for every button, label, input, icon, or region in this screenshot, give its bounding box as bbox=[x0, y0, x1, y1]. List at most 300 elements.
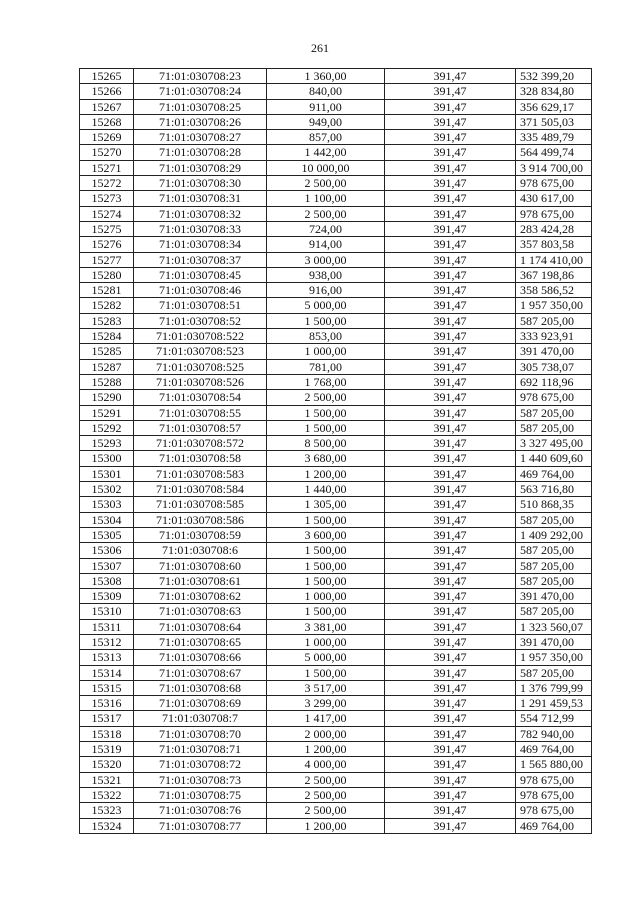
row-number-cell: 15316 bbox=[80, 696, 134, 711]
rate-cell: 391,47 bbox=[385, 344, 516, 359]
rate-cell: 391,47 bbox=[385, 696, 516, 711]
row-number-cell: 15266 bbox=[80, 84, 134, 99]
row-number-cell: 15302 bbox=[80, 482, 134, 497]
rate-cell: 391,47 bbox=[385, 757, 516, 772]
table-row bbox=[80, 772, 592, 787]
cadastral-number-cell: 71:01:030708:526 bbox=[134, 374, 267, 389]
value-cell: 1 409 292,00 bbox=[516, 527, 592, 542]
area-cell: 1 100,00 bbox=[267, 191, 385, 206]
cadastral-number-cell: 71:01:030708:29 bbox=[134, 160, 267, 175]
value-cell: 782 940,00 bbox=[516, 726, 592, 741]
rate-cell: 391,47 bbox=[385, 818, 516, 833]
value-cell: 554 712,99 bbox=[516, 711, 592, 726]
table-row bbox=[80, 176, 592, 191]
area-cell: 1 440,00 bbox=[267, 482, 385, 497]
rate-cell: 391,47 bbox=[385, 252, 516, 267]
value-cell: 3 914 700,00 bbox=[516, 160, 592, 175]
table-row bbox=[80, 604, 592, 619]
cadastral-number-cell: 71:01:030708:46 bbox=[134, 283, 267, 298]
table-row bbox=[80, 114, 592, 129]
row-number-cell: 15305 bbox=[80, 527, 134, 542]
cadastral-number-cell: 71:01:030708:33 bbox=[134, 221, 267, 236]
value-cell: 3 327 495,00 bbox=[516, 436, 592, 451]
value-cell: 1 323 560,07 bbox=[516, 619, 592, 634]
area-cell: 3 680,00 bbox=[267, 451, 385, 466]
rate-cell: 391,47 bbox=[385, 267, 516, 282]
table-row bbox=[80, 634, 592, 649]
value-cell: 1 376 799,99 bbox=[516, 680, 592, 695]
table-row bbox=[80, 145, 592, 160]
area-cell: 5 000,00 bbox=[267, 298, 385, 313]
table-row bbox=[80, 390, 592, 405]
row-number-cell: 15300 bbox=[80, 451, 134, 466]
table-row bbox=[80, 84, 592, 99]
area-cell: 3 381,00 bbox=[267, 619, 385, 634]
table-row bbox=[80, 466, 592, 481]
table-row bbox=[80, 99, 592, 114]
row-number-cell: 15283 bbox=[80, 313, 134, 328]
rate-cell: 391,47 bbox=[385, 176, 516, 191]
cadastral-number-cell: 71:01:030708:30 bbox=[134, 176, 267, 191]
cadastral-number-cell: 71:01:030708:76 bbox=[134, 803, 267, 818]
rate-cell: 391,47 bbox=[385, 313, 516, 328]
rate-cell: 391,47 bbox=[385, 84, 516, 99]
rate-cell: 391,47 bbox=[385, 283, 516, 298]
rate-cell: 391,47 bbox=[385, 558, 516, 573]
cadastral-number-cell: 71:01:030708:34 bbox=[134, 237, 267, 252]
value-cell: 1 565 880,00 bbox=[516, 757, 592, 772]
area-cell: 1 200,00 bbox=[267, 742, 385, 757]
value-cell: 371 505,03 bbox=[516, 114, 592, 129]
area-cell: 949,00 bbox=[267, 114, 385, 129]
row-number-cell: 15280 bbox=[80, 267, 134, 282]
table-row bbox=[80, 451, 592, 466]
table-row bbox=[80, 191, 592, 206]
rate-cell: 391,47 bbox=[385, 69, 516, 84]
value-cell: 978 675,00 bbox=[516, 176, 592, 191]
area-cell: 1 200,00 bbox=[267, 818, 385, 833]
cadastral-number-cell: 71:01:030708:67 bbox=[134, 665, 267, 680]
cadastral-number-cell: 71:01:030708:7 bbox=[134, 711, 267, 726]
table-row bbox=[80, 726, 592, 741]
table-row bbox=[80, 619, 592, 634]
cadastral-number-cell: 71:01:030708:6 bbox=[134, 543, 267, 558]
table-row bbox=[80, 497, 592, 512]
table-row bbox=[80, 543, 592, 558]
area-cell: 2 500,00 bbox=[267, 787, 385, 802]
cadastral-number-cell: 71:01:030708:37 bbox=[134, 252, 267, 267]
row-number-cell: 15313 bbox=[80, 650, 134, 665]
row-number-cell: 15282 bbox=[80, 298, 134, 313]
cadastral-number-cell: 71:01:030708:45 bbox=[134, 267, 267, 282]
area-cell: 916,00 bbox=[267, 283, 385, 298]
rate-cell: 391,47 bbox=[385, 589, 516, 604]
area-cell: 4 000,00 bbox=[267, 757, 385, 772]
value-cell: 1 957 350,00 bbox=[516, 298, 592, 313]
area-cell: 1 500,00 bbox=[267, 405, 385, 420]
row-number-cell: 15291 bbox=[80, 405, 134, 420]
cadastral-number-cell: 71:01:030708:68 bbox=[134, 680, 267, 695]
table-row bbox=[80, 573, 592, 588]
area-cell: 5 000,00 bbox=[267, 650, 385, 665]
table-row bbox=[80, 298, 592, 313]
row-number-cell: 15304 bbox=[80, 512, 134, 527]
area-cell: 1 500,00 bbox=[267, 665, 385, 680]
row-number-cell: 15317 bbox=[80, 711, 134, 726]
value-cell: 532 399,20 bbox=[516, 69, 592, 84]
rate-cell: 391,47 bbox=[385, 665, 516, 680]
table-row bbox=[80, 69, 592, 84]
rate-cell: 391,47 bbox=[385, 206, 516, 221]
rate-cell: 391,47 bbox=[385, 221, 516, 236]
row-number-cell: 15277 bbox=[80, 252, 134, 267]
row-number-cell: 15292 bbox=[80, 420, 134, 435]
cadastral-number-cell: 71:01:030708:32 bbox=[134, 206, 267, 221]
value-cell: 283 424,28 bbox=[516, 221, 592, 236]
value-cell: 356 629,17 bbox=[516, 99, 592, 114]
cadastral-number-cell: 71:01:030708:58 bbox=[134, 451, 267, 466]
row-number-cell: 15269 bbox=[80, 130, 134, 145]
table-row bbox=[80, 527, 592, 542]
value-cell: 587 205,00 bbox=[516, 313, 592, 328]
cadastral-number-cell: 71:01:030708:25 bbox=[134, 99, 267, 114]
area-cell: 1 000,00 bbox=[267, 589, 385, 604]
value-cell: 587 205,00 bbox=[516, 604, 592, 619]
table-row bbox=[80, 742, 592, 757]
cadastral-number-cell: 71:01:030708:31 bbox=[134, 191, 267, 206]
cadastral-number-cell: 71:01:030708:26 bbox=[134, 114, 267, 129]
rate-cell: 391,47 bbox=[385, 527, 516, 542]
cadastral-number-cell: 71:01:030708:23 bbox=[134, 69, 267, 84]
area-cell: 1 000,00 bbox=[267, 634, 385, 649]
table-row bbox=[80, 589, 592, 604]
area-cell: 2 500,00 bbox=[267, 772, 385, 787]
row-number-cell: 15321 bbox=[80, 772, 134, 787]
table-row bbox=[80, 130, 592, 145]
value-cell: 333 923,91 bbox=[516, 329, 592, 344]
area-cell: 3 000,00 bbox=[267, 252, 385, 267]
cadastral-number-cell: 71:01:030708:583 bbox=[134, 466, 267, 481]
table-row bbox=[80, 558, 592, 573]
table-row bbox=[80, 283, 592, 298]
area-cell: 2 500,00 bbox=[267, 176, 385, 191]
row-number-cell: 15285 bbox=[80, 344, 134, 359]
rate-cell: 391,47 bbox=[385, 482, 516, 497]
value-cell: 305 738,07 bbox=[516, 359, 592, 374]
row-number-cell: 15290 bbox=[80, 390, 134, 405]
row-number-cell: 15275 bbox=[80, 221, 134, 236]
table-row bbox=[80, 512, 592, 527]
rate-cell: 391,47 bbox=[385, 787, 516, 802]
table-row bbox=[80, 420, 592, 435]
value-cell: 367 198,86 bbox=[516, 267, 592, 282]
value-cell: 978 675,00 bbox=[516, 206, 592, 221]
area-cell: 2 000,00 bbox=[267, 726, 385, 741]
cadastral-number-cell: 71:01:030708:27 bbox=[134, 130, 267, 145]
rate-cell: 391,47 bbox=[385, 451, 516, 466]
cadastral-number-cell: 71:01:030708:66 bbox=[134, 650, 267, 665]
row-number-cell: 15324 bbox=[80, 818, 134, 833]
row-number-cell: 15274 bbox=[80, 206, 134, 221]
cadastral-number-cell: 71:01:030708:57 bbox=[134, 420, 267, 435]
area-cell: 1 500,00 bbox=[267, 543, 385, 558]
value-cell: 510 868,35 bbox=[516, 497, 592, 512]
cadastral-number-cell: 71:01:030708:28 bbox=[134, 145, 267, 160]
cadastral-number-cell: 71:01:030708:73 bbox=[134, 772, 267, 787]
rate-cell: 391,47 bbox=[385, 634, 516, 649]
cadastral-number-cell: 71:01:030708:54 bbox=[134, 390, 267, 405]
cadastral-number-cell: 71:01:030708:525 bbox=[134, 359, 267, 374]
rate-cell: 391,47 bbox=[385, 99, 516, 114]
area-cell: 1 417,00 bbox=[267, 711, 385, 726]
area-cell: 938,00 bbox=[267, 267, 385, 282]
rate-cell: 391,47 bbox=[385, 726, 516, 741]
rate-cell: 391,47 bbox=[385, 130, 516, 145]
row-number-cell: 15318 bbox=[80, 726, 134, 741]
table-row bbox=[80, 160, 592, 175]
table-row bbox=[80, 329, 592, 344]
value-cell: 358 586,52 bbox=[516, 283, 592, 298]
table-row bbox=[80, 650, 592, 665]
row-number-cell: 15288 bbox=[80, 374, 134, 389]
cadastral-number-cell: 71:01:030708:64 bbox=[134, 619, 267, 634]
area-cell: 1 360,00 bbox=[267, 69, 385, 84]
row-number-cell: 15323 bbox=[80, 803, 134, 818]
rate-cell: 391,47 bbox=[385, 436, 516, 451]
rate-cell: 391,47 bbox=[385, 329, 516, 344]
area-cell: 781,00 bbox=[267, 359, 385, 374]
value-cell: 978 675,00 bbox=[516, 390, 592, 405]
table-row bbox=[80, 267, 592, 282]
row-number-cell: 15319 bbox=[80, 742, 134, 757]
area-cell: 1 305,00 bbox=[267, 497, 385, 512]
area-cell: 1 500,00 bbox=[267, 313, 385, 328]
rate-cell: 391,47 bbox=[385, 160, 516, 175]
area-cell: 2 500,00 bbox=[267, 803, 385, 818]
table-row bbox=[80, 374, 592, 389]
row-number-cell: 15310 bbox=[80, 604, 134, 619]
area-cell: 8 500,00 bbox=[267, 436, 385, 451]
rate-cell: 391,47 bbox=[385, 711, 516, 726]
rate-cell: 391,47 bbox=[385, 191, 516, 206]
table-row bbox=[80, 237, 592, 252]
table-row bbox=[80, 405, 592, 420]
table-row bbox=[80, 252, 592, 267]
table-row bbox=[80, 313, 592, 328]
value-cell: 469 764,00 bbox=[516, 818, 592, 833]
value-cell: 430 617,00 bbox=[516, 191, 592, 206]
rate-cell: 391,47 bbox=[385, 298, 516, 313]
value-cell: 692 118,96 bbox=[516, 374, 592, 389]
table-row bbox=[80, 757, 592, 772]
cadastral-number-cell: 71:01:030708:70 bbox=[134, 726, 267, 741]
row-number-cell: 15272 bbox=[80, 176, 134, 191]
area-cell: 1 442,00 bbox=[267, 145, 385, 160]
value-cell: 391 470,00 bbox=[516, 344, 592, 359]
cadastral-number-cell: 71:01:030708:522 bbox=[134, 329, 267, 344]
cadastral-number-cell: 71:01:030708:523 bbox=[134, 344, 267, 359]
rate-cell: 391,47 bbox=[385, 573, 516, 588]
row-number-cell: 15271 bbox=[80, 160, 134, 175]
table-row bbox=[80, 818, 592, 833]
table-row bbox=[80, 206, 592, 221]
value-cell: 978 675,00 bbox=[516, 803, 592, 818]
rate-cell: 391,47 bbox=[385, 619, 516, 634]
row-number-cell: 15322 bbox=[80, 787, 134, 802]
rate-cell: 391,47 bbox=[385, 145, 516, 160]
row-number-cell: 15308 bbox=[80, 573, 134, 588]
area-cell: 3 517,00 bbox=[267, 680, 385, 695]
rate-cell: 391,47 bbox=[385, 466, 516, 481]
row-number-cell: 15309 bbox=[80, 589, 134, 604]
row-number-cell: 15303 bbox=[80, 497, 134, 512]
page-number: 261 bbox=[311, 41, 329, 55]
value-cell: 587 205,00 bbox=[516, 405, 592, 420]
cadastral-number-cell: 71:01:030708:586 bbox=[134, 512, 267, 527]
area-cell: 724,00 bbox=[267, 221, 385, 236]
cadastral-number-cell: 71:01:030708:69 bbox=[134, 696, 267, 711]
cadastral-number-cell: 71:01:030708:61 bbox=[134, 573, 267, 588]
value-cell: 469 764,00 bbox=[516, 742, 592, 757]
value-cell: 587 205,00 bbox=[516, 420, 592, 435]
area-cell: 911,00 bbox=[267, 99, 385, 114]
area-cell: 1 768,00 bbox=[267, 374, 385, 389]
cadastral-number-cell: 71:01:030708:52 bbox=[134, 313, 267, 328]
rate-cell: 391,47 bbox=[385, 374, 516, 389]
rate-cell: 391,47 bbox=[385, 604, 516, 619]
area-cell: 2 500,00 bbox=[267, 390, 385, 405]
table-row bbox=[80, 787, 592, 802]
value-cell: 978 675,00 bbox=[516, 787, 592, 802]
rate-cell: 391,47 bbox=[385, 405, 516, 420]
value-cell: 391 470,00 bbox=[516, 634, 592, 649]
row-number-cell: 15284 bbox=[80, 329, 134, 344]
cadastral-number-cell: 71:01:030708:62 bbox=[134, 589, 267, 604]
value-cell: 1 440 609,60 bbox=[516, 451, 592, 466]
cadastral-number-cell: 71:01:030708:572 bbox=[134, 436, 267, 451]
value-cell: 357 803,58 bbox=[516, 237, 592, 252]
area-cell: 1 000,00 bbox=[267, 344, 385, 359]
row-number-cell: 15265 bbox=[80, 69, 134, 84]
row-number-cell: 15312 bbox=[80, 634, 134, 649]
area-cell: 1 500,00 bbox=[267, 573, 385, 588]
rate-cell: 391,47 bbox=[385, 803, 516, 818]
rate-cell: 391,47 bbox=[385, 512, 516, 527]
land-valuation-table bbox=[79, 68, 592, 834]
cadastral-number-cell: 71:01:030708:585 bbox=[134, 497, 267, 512]
area-cell: 1 200,00 bbox=[267, 466, 385, 481]
cadastral-number-cell: 71:01:030708:75 bbox=[134, 787, 267, 802]
rate-cell: 391,47 bbox=[385, 390, 516, 405]
area-cell: 914,00 bbox=[267, 237, 385, 252]
row-number-cell: 15306 bbox=[80, 543, 134, 558]
area-cell: 2 500,00 bbox=[267, 206, 385, 221]
row-number-cell: 15315 bbox=[80, 680, 134, 695]
cadastral-number-cell: 71:01:030708:59 bbox=[134, 527, 267, 542]
table-body bbox=[80, 69, 592, 834]
row-number-cell: 15307 bbox=[80, 558, 134, 573]
row-number-cell: 15314 bbox=[80, 665, 134, 680]
value-cell: 564 499,74 bbox=[516, 145, 592, 160]
value-cell: 1 957 350,00 bbox=[516, 650, 592, 665]
cadastral-number-cell: 71:01:030708:71 bbox=[134, 742, 267, 757]
value-cell: 1 174 410,00 bbox=[516, 252, 592, 267]
table-row bbox=[80, 359, 592, 374]
value-cell: 587 205,00 bbox=[516, 665, 592, 680]
table-row bbox=[80, 711, 592, 726]
cadastral-number-cell: 71:01:030708:63 bbox=[134, 604, 267, 619]
table-row bbox=[80, 221, 592, 236]
row-number-cell: 15287 bbox=[80, 359, 134, 374]
area-cell: 1 500,00 bbox=[267, 512, 385, 527]
rate-cell: 391,47 bbox=[385, 114, 516, 129]
value-cell: 335 489,79 bbox=[516, 130, 592, 145]
value-cell: 587 205,00 bbox=[516, 543, 592, 558]
row-number-cell: 15301 bbox=[80, 466, 134, 481]
value-cell: 587 205,00 bbox=[516, 558, 592, 573]
rate-cell: 391,47 bbox=[385, 359, 516, 374]
table-row bbox=[80, 665, 592, 680]
row-number-cell: 15276 bbox=[80, 237, 134, 252]
row-number-cell: 15268 bbox=[80, 114, 134, 129]
row-number-cell: 15273 bbox=[80, 191, 134, 206]
cadastral-number-cell: 71:01:030708:65 bbox=[134, 634, 267, 649]
row-number-cell: 15281 bbox=[80, 283, 134, 298]
rate-cell: 391,47 bbox=[385, 237, 516, 252]
area-cell: 1 500,00 bbox=[267, 604, 385, 619]
area-cell: 1 500,00 bbox=[267, 420, 385, 435]
cadastral-number-cell: 71:01:030708:55 bbox=[134, 405, 267, 420]
row-number-cell: 15311 bbox=[80, 619, 134, 634]
cadastral-number-cell: 71:01:030708:60 bbox=[134, 558, 267, 573]
area-cell: 853,00 bbox=[267, 329, 385, 344]
rate-cell: 391,47 bbox=[385, 650, 516, 665]
rate-cell: 391,47 bbox=[385, 497, 516, 512]
rate-cell: 391,47 bbox=[385, 742, 516, 757]
value-cell: 328 834,80 bbox=[516, 84, 592, 99]
area-cell: 840,00 bbox=[267, 84, 385, 99]
row-number-cell: 15320 bbox=[80, 757, 134, 772]
area-cell: 1 500,00 bbox=[267, 558, 385, 573]
value-cell: 587 205,00 bbox=[516, 512, 592, 527]
cadastral-number-cell: 71:01:030708:51 bbox=[134, 298, 267, 313]
value-cell: 1 291 459,53 bbox=[516, 696, 592, 711]
value-cell: 563 716,80 bbox=[516, 482, 592, 497]
area-cell: 10 000,00 bbox=[267, 160, 385, 175]
rate-cell: 391,47 bbox=[385, 772, 516, 787]
value-cell: 469 764,00 bbox=[516, 466, 592, 481]
table-row bbox=[80, 696, 592, 711]
table-row bbox=[80, 680, 592, 695]
cadastral-number-cell: 71:01:030708:24 bbox=[134, 84, 267, 99]
cadastral-number-cell: 71:01:030708:77 bbox=[134, 818, 267, 833]
rate-cell: 391,47 bbox=[385, 543, 516, 558]
table-row bbox=[80, 436, 592, 451]
table-row bbox=[80, 482, 592, 497]
rate-cell: 391,47 bbox=[385, 680, 516, 695]
rate-cell: 391,47 bbox=[385, 420, 516, 435]
cadastral-number-cell: 71:01:030708:72 bbox=[134, 757, 267, 772]
area-cell: 857,00 bbox=[267, 130, 385, 145]
area-cell: 3 600,00 bbox=[267, 527, 385, 542]
table-row bbox=[80, 344, 592, 359]
value-cell: 587 205,00 bbox=[516, 573, 592, 588]
area-cell: 3 299,00 bbox=[267, 696, 385, 711]
table-row bbox=[80, 803, 592, 818]
cadastral-number-cell: 71:01:030708:584 bbox=[134, 482, 267, 497]
value-cell: 978 675,00 bbox=[516, 772, 592, 787]
value-cell: 391 470,00 bbox=[516, 589, 592, 604]
